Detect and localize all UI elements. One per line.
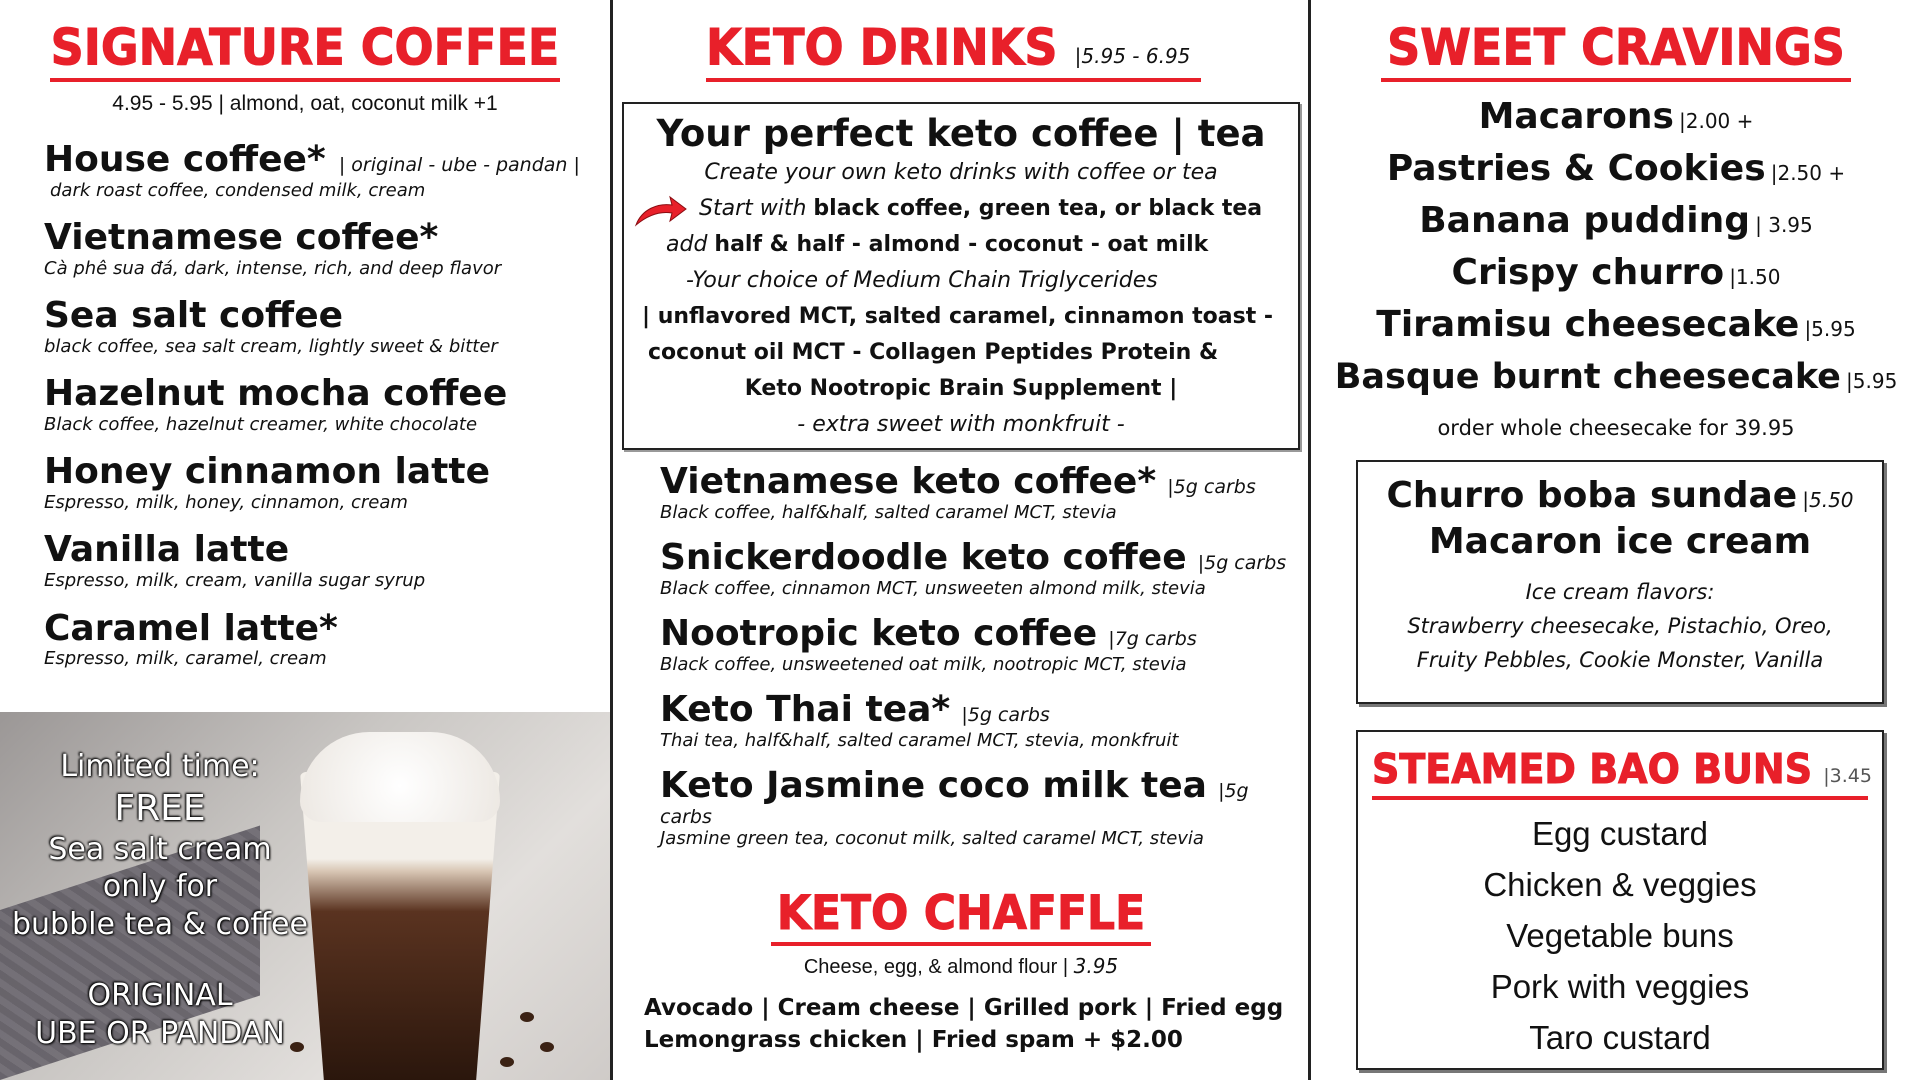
item-price: |5.95 [1804,317,1856,341]
item-name: Nootropic keto coffee [660,613,1098,655]
keto-builder-line: coconut oil MCT - Collagen Peptides Protein & [648,340,1219,365]
coffee-bean-icon [540,1042,554,1052]
sweet-cravings-title: SWEET CRAVINGS [1387,17,1845,77]
list-item: Chicken & veggies [1483,866,1757,903]
keto-builder-add: add [666,232,715,257]
signature-coffee-title: SIGNATURE COFFEE [50,17,560,77]
keto-chaffle-title: KETO CHAFFLE [776,885,1146,941]
item-name: Caramel latte* [44,607,338,649]
chaffle-subtitle [616,954,1306,979]
keto-builder-milks: half & half - almond - coconut - oat milk [714,232,1209,257]
item-carbs: |5g carbs [660,780,1249,828]
item-carbs: |5g carbs [961,704,1050,727]
coffee-bean-icon [520,1012,534,1022]
promo-line: only for [102,869,218,904]
item-price: |5.50 [1802,488,1854,512]
list-item [44,452,604,514]
list-item [1312,200,1920,252]
red-arrow-icon [632,195,688,229]
item-options: | original - ube - pandan | [338,154,580,176]
item-description: Espresso, milk, caramel, cream [44,648,327,670]
list-item [1312,304,1920,356]
chaffle-title-underline [771,942,1151,946]
item-carbs: |5g carbs [1197,552,1287,575]
keto-item-list [660,462,1300,850]
item-description: Black coffee, cinnamon MCT, unsweeten almond milk, stevia [660,577,1206,599]
keto-drinks-title: KETO DRINKS [706,17,1058,77]
promo-line: Limited time: [60,749,260,784]
chaffle-toppings-line: Avocado | Cream cheese | Grilled pork | Fried egg [644,995,1284,1021]
keto-title-underline [706,78,1201,82]
chaffle-toppings-line: Lemongrass chicken | Fried spam + $2.00 [644,1027,1183,1053]
keto-price-range: |5.95 - 6.95 [1074,44,1191,68]
item-description: Cà phê sua đá, dark, intense, rich, and deep flavor [44,257,502,279]
list-item: Egg custard [1531,815,1709,852]
column-divider-left [610,0,613,1080]
sea-salt-cream-graphic [300,732,500,822]
list-item: Pork with veggies [1490,968,1750,1005]
list-item [1312,96,1920,148]
whole-cheesecake-note: order whole cheesecake for 39.95 [1437,416,1795,440]
bao-title: STEAMED BAO BUNS [1372,745,1813,793]
sweet-title-underline [1381,78,1851,82]
item-name: Crispy churro [1451,252,1725,293]
item-price: |2.00 + [1679,109,1754,133]
list-item [1358,476,1882,516]
item-description: Black coffee, hazelnut creamer, white chocolate [44,413,478,435]
ice-cream-flavors: Strawberry cheesecake, Pistachio, Oreo, [1407,614,1833,639]
keto-chaffle-section [616,885,1306,1053]
list-item [44,218,604,280]
list-item [660,538,1300,600]
item-name: Honey cinnamon latte [44,451,491,493]
item-description: black coffee, sea salt cream, lightly sweet & bitter [44,335,498,357]
item-name: Banana pudding [1419,200,1751,241]
item-name: Vanilla latte [44,529,290,571]
keto-drinks-section [616,0,1306,1080]
item-price: |2.50 + [1770,161,1846,185]
signature-price-note: 4.95 - 5.95 | almond, oat, coconut milk +1 [112,92,498,115]
list-item: Taro custard [1529,1019,1711,1056]
bao-header [1358,745,1882,793]
list-item [1312,356,1920,408]
keto-builder-heading: Your perfect keto coffee | tea [656,112,1266,155]
sweet-item-list [1312,96,1920,440]
coffee-bean-icon [500,1057,514,1067]
promo-line: Sea salt cream [48,831,272,867]
list-item [660,462,1300,524]
item-description: Espresso, milk, cream, vanilla sugar syrup [44,570,426,592]
list-item [44,374,604,436]
list-item [660,690,1300,752]
item-name: Keto Jasmine coco milk tea [660,765,1207,807]
list-item [1312,148,1920,200]
keto-builder-line [624,227,1298,263]
ice-cream-flavors-label: Ice cream flavors: [1525,580,1715,605]
bao-item-list [1358,808,1882,1063]
keto-builder-start: Start with [699,196,814,221]
promo-line: UBE OR PANDAN [35,1015,285,1051]
item-name: Snickerdoodle keto coffee [660,537,1187,579]
keto-builder-box [622,102,1300,450]
item-name: Vietnamese keto coffee* [660,461,1157,502]
item-description: Espresso, milk, honey, cinnamon, cream [44,491,408,513]
keto-builder-bases: black coffee, green tea, or black tea [813,196,1263,221]
list-item [660,766,1300,850]
list-item [44,609,604,671]
keto-builder-line: Create your own keto drinks with coffee or tea [704,160,1218,185]
item-name: Basque burnt cheesecake [1334,357,1841,397]
item-description: dark roast coffee, condensed milk, cream [50,179,426,201]
item-name: Macarons [1478,96,1674,137]
item-description: Black coffee, half&half, salted caramel MCT, stevia [660,501,1117,523]
chaffle-ingredients: Cheese, egg, & almond flour | [803,956,1074,978]
list-item [660,614,1300,676]
keto-builder-line: -Your choice of Medium Chain Triglycerides [686,268,1158,293]
keto-builder-line: - extra sweet with monkfruit - [797,412,1125,437]
item-price: |1.50 [1729,265,1781,289]
column-divider-right [1308,0,1311,1080]
list-item [1312,252,1920,304]
list-item [44,296,604,358]
promo-panel [0,712,610,1080]
item-name: House coffee* [44,139,326,180]
bao-buns-box [1356,730,1884,1070]
bao-title-underline [1372,796,1868,800]
keto-builder-line: | unflavored MCT, salted caramel, cinnamon toast - [642,304,1274,329]
list-item: Vegetable buns [1506,917,1734,954]
item-carbs: |7g carbs [1108,628,1197,651]
item-name: Tiramisu cheesecake [1376,304,1800,345]
keto-builder-line: Keto Nootropic Brain Supplement | [744,376,1178,401]
promo-line: bubble tea & coffee [12,906,308,942]
promo-line: ORIGINAL [87,978,233,1013]
item-description: Jasmine green tea, coconut milk, salted caramel MCT, stevia [660,827,1204,849]
item-description: Thai tea, half&half, salted caramel MCT, stevia, monkfruit [660,729,1179,751]
chaffle-price: 3.95 [1073,954,1119,978]
item-name: Keto Thai tea* [660,689,951,731]
signature-item-list [44,140,604,671]
bao-price: |3.45 [1823,765,1872,787]
item-carbs: |5g carbs [1167,476,1256,498]
item-price: | 3.95 [1755,213,1813,237]
sundae-box [1356,460,1884,704]
keto-builder-line [624,191,1298,227]
item-name: Sea salt coffee [44,295,344,337]
item-description: Black coffee, unsweetened oat milk, nootropic MCT, stevia [660,653,1187,675]
item-name: Churro boba sundae [1386,475,1798,516]
promo-flavors [10,977,310,1052]
list-item [44,140,604,202]
promo-text [10,748,310,943]
item-name: Pastries & Cookies [1386,148,1766,189]
list-item [44,530,604,592]
item-name: Hazelnut mocha coffee [44,373,508,415]
promo-line: FREE [114,787,206,829]
keto-header [706,17,1226,82]
item-name: Vietnamese coffee* [44,217,439,259]
sweet-cravings-section [1312,0,1920,1080]
item-price: |5.95 [1846,369,1898,393]
item-name: Macaron ice cream [1428,520,1812,562]
ice-cream-flavors: Fruity Pebbles, Cookie Monster, Vanilla [1416,648,1824,673]
signature-title-underline [50,78,560,82]
